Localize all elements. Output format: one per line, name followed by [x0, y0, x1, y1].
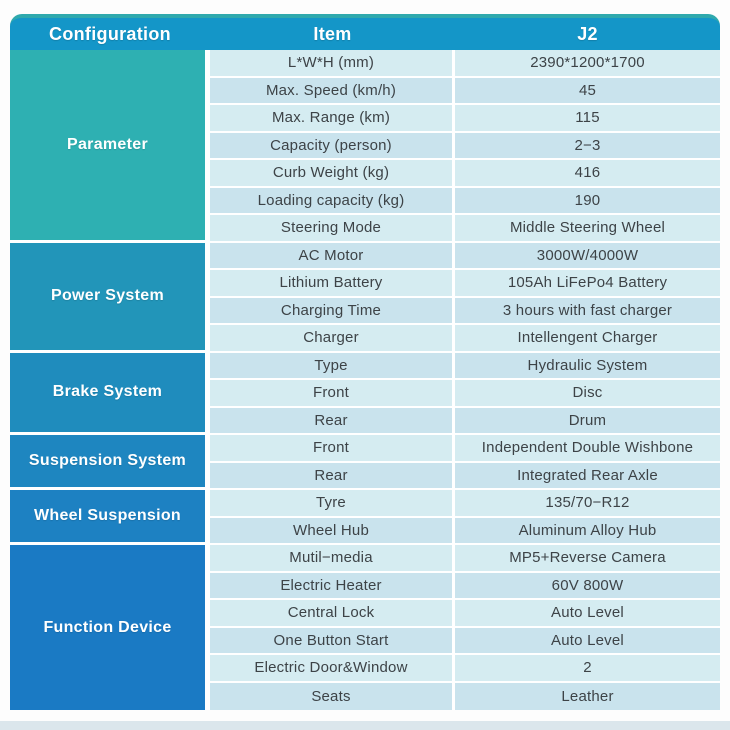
value-cell: 45 — [455, 78, 720, 106]
table-body — [10, 50, 720, 710]
table-row — [210, 490, 720, 518]
section-label-power-system: Power System — [10, 243, 210, 353]
item-cell: Steering Mode — [210, 215, 455, 243]
table-row — [210, 325, 720, 353]
table-row — [210, 518, 720, 546]
item-cell: One Button Start — [210, 628, 455, 656]
table-row — [210, 408, 720, 436]
table-row — [210, 298, 720, 326]
section-label-brake-system: Brake System — [10, 353, 210, 436]
item-cell: Rear — [210, 408, 455, 436]
spec-table — [10, 14, 720, 710]
table-row — [210, 160, 720, 188]
value-cell: Middle Steering Wheel — [455, 215, 720, 243]
value-cell: 3 hours with fast charger — [455, 298, 720, 326]
table-row — [210, 50, 720, 78]
table-row — [210, 133, 720, 161]
section-label-parameter: Parameter — [10, 50, 210, 243]
table-row — [210, 435, 720, 463]
table-row — [210, 353, 720, 381]
item-cell: Capacity (person) — [210, 133, 455, 161]
value-cell: Independent Double Wishbone — [455, 435, 720, 463]
table-header-row — [10, 14, 720, 50]
item-cell: Rear — [210, 463, 455, 491]
bottom-strip — [0, 721, 730, 730]
table-row — [210, 188, 720, 216]
item-cell: Loading capacity (kg) — [210, 188, 455, 216]
item-cell: Front — [210, 380, 455, 408]
table-row — [210, 600, 720, 628]
table-row — [210, 545, 720, 573]
item-cell: Wheel Hub — [210, 518, 455, 546]
value-cell: Auto Level — [455, 628, 720, 656]
value-cell: Aluminum Alloy Hub — [455, 518, 720, 546]
value-cell: Drum — [455, 408, 720, 436]
item-cell: Front — [210, 435, 455, 463]
table-row — [210, 78, 720, 106]
table-row — [210, 380, 720, 408]
value-cell: 3000W/4000W — [455, 243, 720, 271]
item-cell: Charger — [210, 325, 455, 353]
item-cell: Electric Door&Window — [210, 655, 455, 683]
value-cell: Hydraulic System — [455, 353, 720, 381]
value-cell: 115 — [455, 105, 720, 133]
value-cell: 2390*1200*1700 — [455, 50, 720, 78]
value-cell: 105Ah LiFePo4 Battery — [455, 270, 720, 298]
header-configuration: Configuration — [49, 23, 171, 44]
table-row — [210, 573, 720, 601]
section-label-suspension-system: Suspension System — [10, 435, 210, 490]
value-cell: Integrated Rear Axle — [455, 463, 720, 491]
table-row — [210, 270, 720, 298]
item-cell: Lithium Battery — [210, 270, 455, 298]
item-cell: Curb Weight (kg) — [210, 160, 455, 188]
value-cell: 135/70−R12 — [455, 490, 720, 518]
table-row — [210, 215, 720, 243]
item-cell: Max. Range (km) — [210, 105, 455, 133]
item-cell: Type — [210, 353, 455, 381]
value-cell: 190 — [455, 188, 720, 216]
value-cell: Disc — [455, 380, 720, 408]
section-function-device — [10, 545, 720, 710]
section-label-function-device: Function Device — [10, 545, 210, 710]
section-wheel-suspension — [10, 490, 720, 545]
item-cell: Seats — [210, 683, 455, 711]
table-row — [210, 683, 720, 711]
header-model-j2: J2 — [577, 23, 598, 44]
section-label-wheel-suspension: Wheel Suspension — [10, 490, 210, 545]
section-suspension-system — [10, 435, 720, 490]
item-cell: L*W*H (mm) — [210, 50, 455, 78]
table-row — [210, 243, 720, 271]
section-brake-system — [10, 353, 720, 436]
value-cell: Intellengent Charger — [455, 325, 720, 353]
value-cell: MP5+Reverse Camera — [455, 545, 720, 573]
value-cell: Leather — [455, 683, 720, 711]
item-cell: AC Motor — [210, 243, 455, 271]
section-power-system — [10, 243, 720, 353]
table-row — [210, 655, 720, 683]
item-cell: Central Lock — [210, 600, 455, 628]
table-row — [210, 463, 720, 491]
header-item: Item — [313, 23, 352, 44]
item-cell: Charging Time — [210, 298, 455, 326]
item-cell: Tyre — [210, 490, 455, 518]
item-cell: Electric Heater — [210, 573, 455, 601]
value-cell: Auto Level — [455, 600, 720, 628]
value-cell: 2−3 — [455, 133, 720, 161]
value-cell: 2 — [455, 655, 720, 683]
section-parameter — [10, 50, 720, 243]
table-row — [210, 628, 720, 656]
item-cell: Mutil−media — [210, 545, 455, 573]
value-cell: 416 — [455, 160, 720, 188]
item-cell: Max. Speed (km/h) — [210, 78, 455, 106]
table-row — [210, 105, 720, 133]
value-cell: 60V 800W — [455, 573, 720, 601]
